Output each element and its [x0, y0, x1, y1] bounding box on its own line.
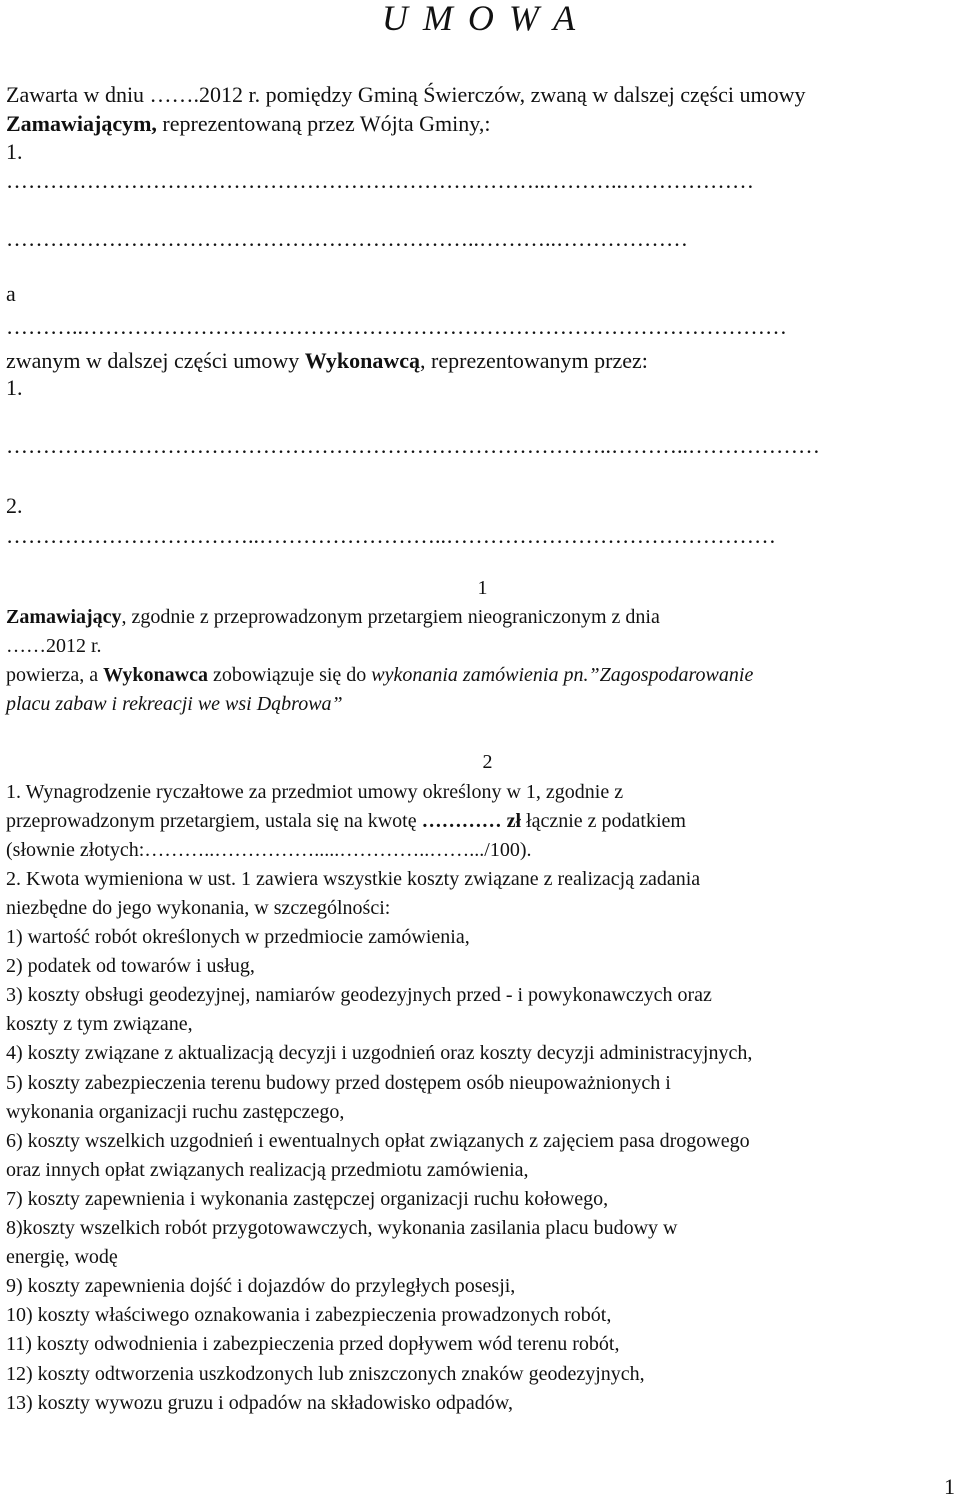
section-2-heading: 2 [482, 751, 493, 773]
contractor-rep-2-number: 2. [6, 493, 23, 518]
cost-item: 4) koszty związane z aktualizacją decyzji i uzgodnień oraz koszty decyzji administracyjnych, [6, 1042, 753, 1064]
cost-item: 7) koszty zapewnienia i wykonania zastępczej organizacji ruchu kołowego, [6, 1188, 609, 1210]
cost-item: 5) koszty zabezpieczenia terenu budowy przed dostępem osób nieupoważnionych i [6, 1072, 671, 1094]
document-title: U M O W A [381, 0, 579, 38]
representative-2-blank: ………………………………………………………..………..……………… [6, 226, 688, 251]
intro-line-2: Zamawiającym, reprezentowaną przez Wójta Gminy,: [6, 111, 491, 136]
contractor-rep-2-blank: ……………………………..……………………..……………………………………… [6, 523, 776, 548]
cost-item: oraz innych opłat związanych realizacją przedmiotu zamówienia, [6, 1159, 529, 1181]
section-1-line-3: powierza, a Wykonawca zobowiązuje się do wykonania zamówienia pn.”Zagospodarowanie [6, 664, 754, 686]
cost-item: 12) koszty odtworzenia uszkodzonych lub zniszczonych znaków geodezyjnych, [6, 1363, 645, 1385]
cost-item: 2) podatek od towarów i usług, [6, 955, 255, 977]
contractor-rep-1-blank: ………………………………………………………………………..………..……………… [6, 433, 820, 458]
conjunction-a: a [6, 281, 16, 306]
section-2-line-4: 2. Kwota wymieniona w ust. 1 zawiera wszystkie koszty związane z realizacją zadania [6, 868, 701, 890]
page-number: 1 [944, 1474, 955, 1499]
cost-item: 3) koszty obsługi geodezyjnej, namiarów geodezyjnych przed - i powykonawczych oraz [6, 984, 712, 1006]
section-2-line-5: niezbędne do jego wykonania, w szczególności: [6, 897, 391, 919]
cost-item: energię, wodę [6, 1246, 118, 1268]
cost-item: wykonania organizacji ruchu zastępczego, [6, 1101, 345, 1123]
section-1-heading: 1 [477, 577, 488, 599]
representative-1-number: 1. [6, 139, 23, 164]
contractor-rep-1-number: 1. [6, 375, 23, 400]
contractor-blank: ………..…………………………………………………………………………………… [6, 314, 787, 339]
section-2-line-2: przeprowadzonym przetargiem, ustala się na kwotę ………… zł łącznie z podatkiem [6, 810, 686, 832]
cost-item: koszty z tym związane, [6, 1013, 193, 1035]
cost-item: 11) koszty odwodnienia i zabezpieczenia przed dopływem wód terenu robót, [6, 1333, 620, 1355]
cost-item: 13) koszty wywozu gruzu i odpadów na składowisko odpadów, [6, 1392, 513, 1414]
section-2-line-1: 1. Wynagrodzenie ryczałtowe za przedmiot umowy określony w 1, zgodnie z [6, 781, 624, 803]
representative-1-blank: ………………………………………………………………..………..……………… [6, 168, 754, 193]
section-2-amount-words: (słownie złotych:………..…………….....…………..…….../100). [6, 839, 532, 861]
section-1-date: ……2012 r. [6, 635, 102, 657]
cost-item: 6) koszty wszelkich uzgodnień i ewentualnych opłat związanych z zajęciem pasa drogowego [6, 1130, 750, 1152]
section-1-line-1: Zamawiający, zgodnie z przeprowadzonym przetargiem nieograniczonym z dnia [6, 606, 660, 628]
cost-item: 8)koszty wszelkich robót przygotowawczych, wykonania zasilania placu budowy w [6, 1217, 678, 1239]
section-1-line-4: placu zabaw i rekreacji we wsi Dąbrowa” [6, 693, 343, 715]
cost-item: 1) wartość robót określonych w przedmiocie zamówienia, [6, 926, 470, 948]
intro-line-1: Zawarta w dniu …….2012 r. pomiędzy Gminą Świerczów, zwaną w dalszej części umowy [6, 82, 806, 107]
cost-item: 10) koszty właściwego oznakowania i zabezpieczenia prowadzonych robót, [6, 1304, 612, 1326]
wykonawca-label: Wykonawcą [304, 348, 421, 373]
intro-line-contractor: zwanym w dalszej części umowy Wykonawcą, reprezentowanym przez: [6, 348, 648, 373]
zamawiajacy-label: Zamawiającym, [6, 111, 157, 136]
cost-item: 9) koszty zapewnienia dojść i dojazdów do przyległych posesji, [6, 1275, 516, 1297]
